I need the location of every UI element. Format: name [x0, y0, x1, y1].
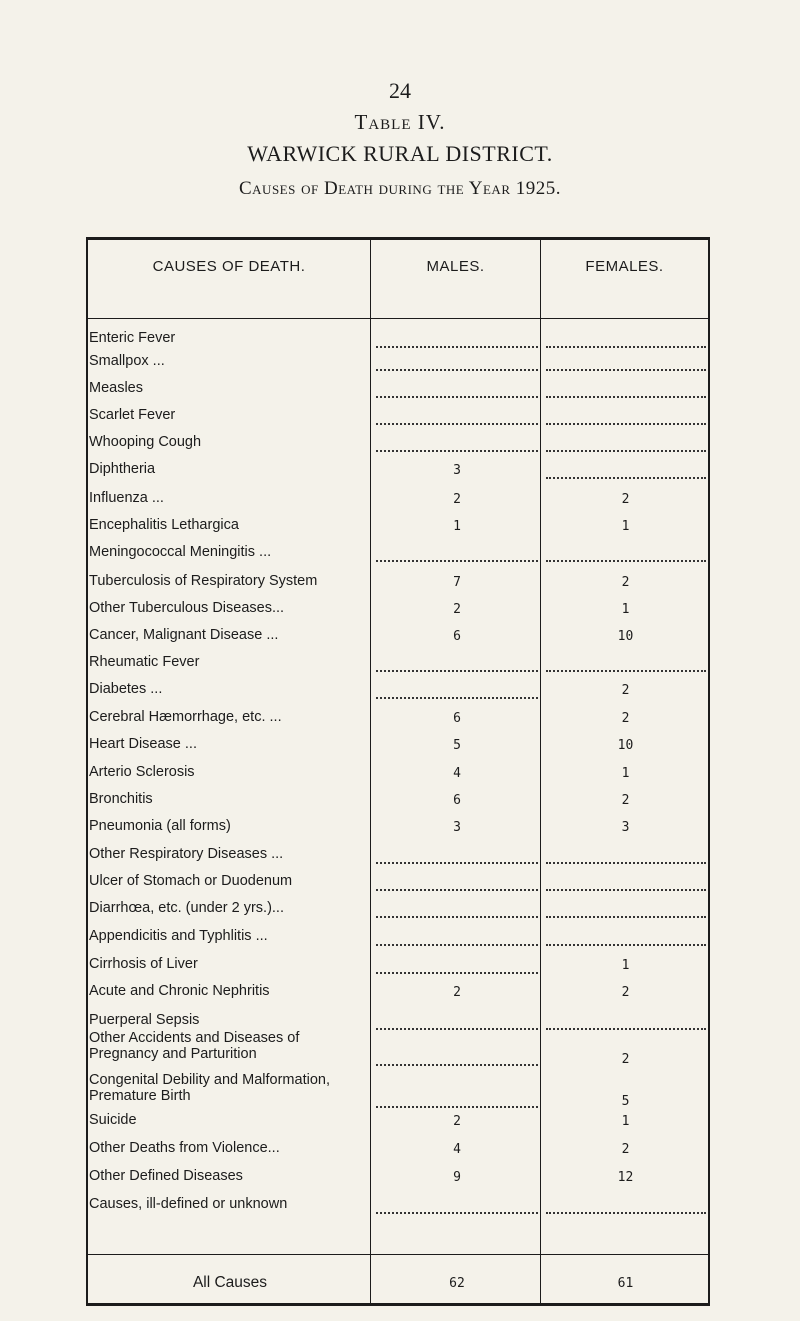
table-subtitle: Causes of Death during the Year 1925.	[239, 178, 561, 199]
males-value: 2	[453, 602, 461, 617]
females-value: 2	[621, 683, 630, 698]
males-value: 3	[453, 463, 461, 478]
totals-row	[89, 1264, 709, 1300]
cause-label	[89, 983, 371, 999]
totals-label: All Causes	[192, 1274, 268, 1291]
cause-text: Smallpox ...	[89, 353, 169, 369]
cause-text: Tuberculosis of Respiratory System	[89, 573, 321, 589]
males-value: 5	[453, 738, 461, 753]
females-empty-leader	[546, 1212, 706, 1214]
males-empty-leader	[376, 1212, 538, 1214]
males-empty-leader	[376, 560, 538, 562]
table-row	[89, 1030, 709, 1066]
cause-text: Arterio Sclerosis	[89, 764, 199, 780]
table-row	[89, 1186, 709, 1222]
males-value: 7	[453, 575, 461, 590]
cause-text: Acute and Chronic Nephritis	[89, 983, 274, 999]
cause-label	[89, 461, 371, 477]
males-empty-leader	[376, 1064, 538, 1066]
males-value: 9	[453, 1170, 461, 1185]
cause-text: Whooping Cough	[89, 434, 205, 450]
females-empty-leader	[546, 560, 706, 562]
cause-text: Meningococcal Meningitis ...	[89, 544, 275, 560]
females-value: 1	[621, 1114, 630, 1129]
table-bottom-border	[86, 1303, 710, 1306]
cause-label	[89, 544, 371, 560]
table-top-border	[86, 237, 710, 240]
cause-text: Bronchitis	[89, 791, 157, 807]
cause-text: Congenital Debility and Malformation, Premature Birth	[89, 1072, 330, 1104]
cause-label	[89, 380, 371, 396]
females-value: 2	[621, 793, 630, 808]
cause-label	[89, 407, 371, 423]
cause-text: Encephalitis Lethargica	[89, 517, 243, 533]
cause-text: Scarlet Fever	[89, 407, 179, 423]
cause-label	[89, 873, 371, 889]
males-value: 3	[453, 820, 461, 835]
males-value: 2	[453, 1114, 461, 1129]
females-value: 12	[617, 1170, 634, 1185]
cause-label	[89, 709, 371, 725]
cause-label	[89, 764, 371, 780]
header-females: FEMALES.	[585, 258, 664, 275]
females-value: 2	[621, 985, 630, 1000]
totals-females: 61	[617, 1276, 634, 1291]
cause-label	[89, 1012, 371, 1028]
cause-label	[89, 490, 371, 506]
males-value: 4	[453, 1142, 461, 1157]
females-value: 2	[621, 1052, 630, 1067]
cause-text: Cerebral Hæmorrhage, etc. ...	[89, 709, 286, 725]
cause-label	[89, 681, 371, 697]
cause-label	[89, 818, 371, 834]
cause-label	[89, 654, 371, 670]
cause-label	[89, 627, 371, 643]
cause-text: Pneumonia (all forms)	[89, 818, 235, 834]
cause-text: Influenza ...	[89, 490, 168, 506]
females-value: 2	[621, 1142, 630, 1157]
cause-label	[89, 434, 371, 450]
cause-label	[89, 1140, 371, 1156]
cause-text: Diphtheria	[89, 461, 159, 477]
totals-males: 62	[449, 1276, 465, 1291]
cause-label	[89, 956, 371, 972]
cause-label	[89, 1072, 369, 1104]
females-value: 2	[621, 492, 630, 507]
cause-label	[89, 1168, 371, 1184]
cause-text: Other Respiratory Diseases ...	[89, 846, 287, 862]
cause-label	[89, 1030, 369, 1062]
district-title: WARWICK RURAL DISTRICT.	[247, 141, 553, 166]
cause-text: Diabetes ...	[89, 681, 166, 697]
cause-label	[89, 791, 371, 807]
females-value: 1	[621, 766, 630, 781]
males-value: 2	[453, 985, 461, 1000]
header-males: MALES.	[426, 258, 485, 275]
males-value: 2	[453, 492, 461, 507]
males-value: 6	[453, 629, 461, 644]
males-value: 1	[453, 519, 461, 534]
cause-label	[89, 736, 371, 752]
cause-text: Heart Disease ...	[89, 736, 201, 752]
females-value: 1	[621, 958, 630, 973]
males-value: 6	[453, 793, 461, 808]
cause-text: Cancer, Malignant Disease ...	[89, 627, 282, 643]
males-value: 4	[453, 766, 461, 781]
cause-label	[89, 600, 371, 616]
cause-text: Suicide	[89, 1112, 141, 1128]
cause-text: Rheumatic Fever	[89, 654, 203, 670]
females-value: 1	[621, 519, 630, 534]
cause-label	[89, 928, 371, 944]
cause-text: Puerperal Sepsis	[89, 1012, 203, 1028]
cause-label	[89, 573, 371, 589]
cause-text: Ulcer of Stomach or Duodenum	[89, 873, 296, 889]
cause-text: Enteric Fever	[89, 330, 179, 346]
cause-text: Measles	[89, 380, 147, 396]
cause-text: Appendicitis and Typhlitis ...	[89, 928, 272, 944]
header-causes: CAUSES OF DEATH.	[152, 258, 306, 275]
cause-text: Cirrhosis of Liver	[89, 956, 202, 972]
females-value: 2	[621, 711, 630, 726]
females-value: 2	[621, 575, 630, 590]
cause-label	[89, 900, 371, 916]
cause-text: Other Deaths from Violence...	[89, 1140, 284, 1156]
females-empty-leader	[546, 477, 706, 479]
table-left-border	[86, 237, 88, 1306]
cause-label	[89, 517, 371, 533]
totals-rule	[88, 1254, 708, 1255]
table-label: Table IV.	[354, 110, 446, 134]
cause-label	[89, 1112, 371, 1128]
cause-text: Other Accidents and Diseases of Pregnancy and Parturition	[89, 1030, 300, 1062]
females-value: 1	[621, 602, 630, 617]
page-number: 24	[389, 78, 411, 103]
females-value: 10	[617, 629, 634, 644]
females-value: 3	[621, 820, 630, 835]
cause-text: Other Defined Diseases	[89, 1168, 247, 1184]
cause-label	[89, 1196, 371, 1212]
cause-text: Other Tuberculous Diseases...	[89, 600, 288, 616]
males-value: 6	[453, 711, 461, 726]
cause-text: Causes, ill-defined or unknown	[89, 1196, 291, 1212]
cause-text: Diarrhœa, etc. (under 2 yrs.)...	[89, 900, 288, 916]
females-value: 5	[621, 1094, 630, 1109]
cause-label	[89, 353, 371, 369]
females-value: 10	[617, 738, 634, 753]
cause-label	[89, 846, 371, 862]
header-rule	[88, 318, 708, 319]
